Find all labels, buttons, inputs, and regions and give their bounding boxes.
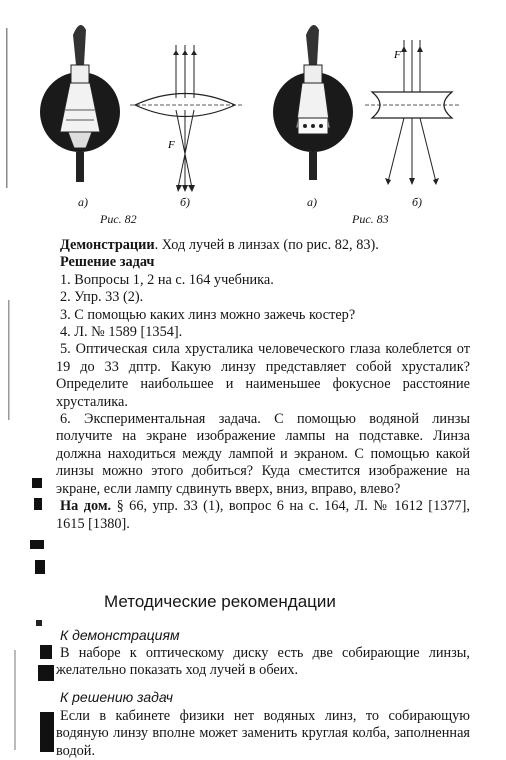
task-item: 2. Упр. 33 (2). bbox=[60, 289, 144, 306]
demo-paragraph bbox=[56, 237, 470, 254]
demo-text: . Ход лучей в линзах (по рис. 82, 83). bbox=[154, 237, 379, 253]
fig83-caption: Рис. 83 bbox=[352, 212, 389, 226]
fig82b-converging-lens bbox=[130, 45, 242, 192]
fig83-sublabel-a: а) bbox=[307, 195, 317, 209]
task-item: 5. Оптическая сила хрусталика человеческого глаза колеблется от 19 до 33 дптр. Какую линзу представляет собой хрусталик? Определите наибольшее и наименьшее фокусное расстояние хрусталика. bbox=[56, 341, 470, 410]
fig82-sublabel-a: а) bbox=[78, 195, 88, 209]
fig83-sublabel-b: б) bbox=[412, 195, 423, 209]
task-item: 4. Л. № 1589 [1354]. bbox=[60, 324, 183, 341]
task-item: 3. С помощью каких линз можно зажечь костер? bbox=[60, 306, 356, 323]
fig82-sublabel-b: б) bbox=[180, 195, 191, 209]
subsection-tasks-text bbox=[56, 708, 470, 760]
demo-label: Демонстрации bbox=[60, 237, 155, 253]
fig83a-lamp-diagram bbox=[273, 25, 353, 180]
focus-label-83: F bbox=[394, 49, 401, 61]
section-title: Методические рекомендации bbox=[104, 592, 336, 611]
task-item: 6. Экспериментальная задача. С помощью водяной линзы получите на экране изображение лампы на подставке. Линза должна находиться между лампой и экраном. С помощью какой линзы можно этого добиться? Куда сместится изображение на экране, если лампу сдвинуть вверх, вниз, вправо, влево? bbox=[56, 411, 470, 497]
homework-label: На дом. bbox=[60, 498, 112, 515]
homework-text: § 66, упр. 33 (1), вопрос 6 на с. 164, Л. № 1612 [1377], 1615 [1380]. bbox=[56, 498, 471, 532]
subsection-tasks-paragraph: Если в кабинете физики нет водяных линз, то собирающую водяную линзу вполне может заменить круглая колба, заполненная водой. bbox=[56, 708, 470, 759]
fig82-caption: Рис. 82 bbox=[100, 212, 137, 226]
task-item: 1. Вопросы 1, 2 на с. 164 учебника. bbox=[60, 271, 274, 288]
tasks-heading: Решение задач bbox=[60, 254, 155, 271]
homework-paragraph bbox=[56, 498, 470, 533]
focus-label-82: F bbox=[168, 139, 175, 151]
subsection-demos-paragraph: В наборе к оптическому диску есть две собирающие линзы, желательно показать ход лучей в обеих. bbox=[56, 645, 470, 679]
lesson-text bbox=[56, 237, 470, 533]
subsection-tasks-title: К решению задач bbox=[60, 689, 173, 705]
figures-area bbox=[0, 10, 506, 230]
subsection-demos-text bbox=[56, 645, 470, 680]
scan-margin-noise bbox=[0, 0, 60, 758]
subsection-demos-title: К демонстрациям bbox=[60, 627, 180, 643]
fig83b-diverging-lens bbox=[365, 40, 460, 185]
